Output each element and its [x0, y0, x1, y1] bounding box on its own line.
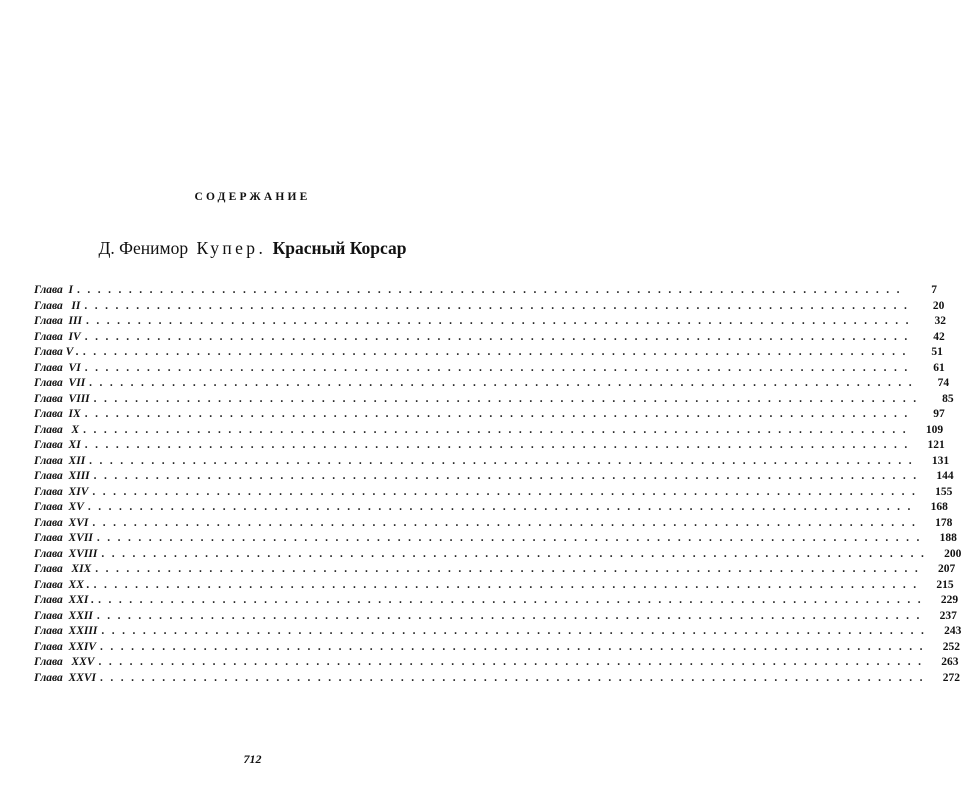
contents-heading: СОДЕРЖАНИЕ: [194, 191, 311, 203]
author-initial: Д. Фенимор: [98, 238, 189, 258]
toc-page-number: 168: [930, 501, 948, 513]
toc-page-number: 215: [936, 578, 954, 591]
toc-chapter-label: Глава I: [34, 284, 74, 296]
toc-chapter-label: Глава V .: [34, 346, 79, 358]
toc-entry[interactable]: [34, 454, 950, 470]
toc-chapter-label: Глава XV: [34, 501, 84, 513]
toc-entry[interactable]: [34, 361, 945, 377]
toc-entry[interactable]: [34, 407, 945, 423]
toc-dot-leader: ................................................................................: [84, 330, 915, 343]
toc-chapter-label: Глава XX .: [34, 578, 90, 591]
toc-dot-leader: ................................................................................: [96, 609, 927, 622]
toc-chapter-label: Глава X: [34, 423, 80, 436]
toc-page-number: 121: [927, 439, 945, 451]
toc-page-number: 252: [942, 640, 961, 653]
toc-entry[interactable]: [34, 593, 959, 609]
toc-entry[interactable]: [34, 283, 938, 299]
toc-page-number: 178: [935, 516, 953, 529]
toc-dot-leader: ................................................................................: [87, 501, 918, 513]
table-of-contents: [34, 283, 961, 686]
toc-dot-leader: ................................................................................: [84, 408, 915, 420]
toc-entry[interactable]: [34, 516, 953, 532]
book-title: Красный Корсар: [272, 238, 407, 258]
toc-chapter-label: Глава XXV: [34, 656, 95, 668]
toc-chapter-label: Глава IX: [34, 408, 81, 420]
toc-chapter-label: Глава XVII: [34, 532, 93, 544]
toc-entry[interactable]: [34, 438, 945, 454]
toc-dot-leader: ................................................................................: [100, 671, 931, 684]
toc-dot-leader: ................................................................................: [96, 532, 927, 544]
toc-dot-leader: ................................................................................: [89, 454, 920, 467]
page-number: 712: [243, 752, 262, 766]
toc-chapter-label: Глава XXI .: [34, 594, 95, 606]
toc-dot-leader: ................................................................................: [84, 361, 915, 374]
toc-chapter-label: Глава XXIII: [34, 625, 98, 637]
toc-page-number: 61: [933, 361, 945, 374]
toc-entry[interactable]: [34, 578, 954, 594]
toc-page-number: 155: [935, 485, 953, 498]
toc-page-number: 131: [931, 454, 950, 467]
toc-dot-leader: ................................................................................: [98, 656, 929, 668]
toc-chapter-label: Глава VIII: [34, 392, 90, 405]
toc-dot-leader: ................................................................................: [101, 547, 932, 560]
toc-entry[interactable]: [34, 345, 943, 361]
toc-chapter-label: Глава IV: [34, 330, 81, 343]
toc-page-number: 85: [942, 392, 954, 405]
toc-page-number: 7: [931, 284, 938, 296]
toc-entry[interactable]: [34, 469, 954, 485]
toc-page-number: 229: [940, 594, 959, 606]
toc-dot-leader: ................................................................................: [84, 439, 915, 451]
toc-chapter-label: Глава XXII: [34, 609, 93, 622]
toc-entry[interactable]: [34, 531, 957, 547]
toc-dot-leader: ................................................................................: [89, 377, 920, 389]
toc-page-number: 243: [944, 625, 961, 637]
toc-chapter-label: Глава XXVI: [34, 671, 97, 684]
toc-dot-leader: ................................................................................: [82, 346, 913, 358]
toc-entry[interactable]: [34, 624, 961, 640]
toc-dot-leader: ................................................................................: [101, 625, 932, 637]
toc-page-number: 74: [937, 377, 950, 389]
toc-entry[interactable]: [34, 376, 950, 392]
toc-chapter-label: Глава XXIV: [34, 640, 97, 653]
toc-chapter-label: Глава VI: [34, 361, 81, 374]
toc-chapter-label: Глава XI: [34, 439, 81, 451]
toc-dot-leader: ................................................................................: [92, 485, 923, 498]
toc-chapter-label: Глава XVI: [34, 516, 89, 529]
toc-page-number: 188: [939, 532, 957, 544]
toc-entry[interactable]: [34, 562, 956, 578]
toc-chapter-label: Глава XIV: [34, 485, 89, 498]
toc-page-number: 200: [944, 547, 961, 560]
toc-page-number: 144: [936, 470, 954, 482]
toc-chapter-label: Глава III: [34, 315, 82, 327]
author-surname: Купер.: [196, 238, 267, 258]
toc-entry[interactable]: [34, 500, 948, 516]
toc-page-number: 97: [933, 408, 945, 420]
toc-entry[interactable]: [34, 547, 961, 563]
toc-dot-leader: ................................................................................: [92, 516, 923, 529]
toc-page-number: 263: [941, 656, 959, 668]
toc-entry[interactable]: [34, 609, 957, 625]
toc-dot-leader: ................................................................................: [98, 594, 929, 606]
toc-page-number: 51: [931, 346, 943, 358]
toc-entry[interactable]: [34, 330, 945, 346]
toc-entry[interactable]: [34, 640, 961, 656]
toc-dot-leader: ................................................................................: [83, 423, 914, 436]
toc-dot-leader: ................................................................................: [85, 315, 916, 327]
toc-page-number: 32: [934, 315, 946, 327]
toc-page-number: 237: [939, 609, 957, 622]
toc-entry[interactable]: [34, 392, 954, 408]
toc-chapter-label: Глава XIII: [34, 470, 90, 482]
toc-entry[interactable]: [34, 423, 944, 439]
toc-entry[interactable]: [34, 655, 959, 671]
book-subtitle: [0, 238, 505, 259]
toc-dot-leader: ................................................................................: [77, 284, 908, 296]
toc-entry[interactable]: [34, 314, 946, 330]
toc-dot-leader: ................................................................................: [93, 392, 924, 405]
toc-dot-leader: ................................................................................: [84, 299, 915, 312]
toc-page-number: 207: [938, 563, 956, 575]
toc-entry[interactable]: [34, 671, 961, 687]
toc-chapter-label: Глава VII: [34, 377, 86, 389]
toc-dot-leader: ................................................................................: [93, 578, 924, 591]
toc-dot-leader: ................................................................................: [95, 563, 926, 575]
toc-page-number: 42: [933, 330, 945, 343]
toc-page-number: 272: [942, 671, 961, 684]
toc-entry[interactable]: [34, 485, 953, 501]
toc-chapter-label: Глава XII: [34, 454, 86, 467]
toc-page-number: 109: [925, 423, 944, 436]
toc-chapter-label: Глава XIX: [34, 563, 92, 575]
toc-dot-leader: ................................................................................: [93, 470, 924, 482]
toc-dot-leader: ................................................................................: [100, 640, 931, 653]
toc-entry[interactable]: [34, 299, 945, 315]
toc-chapter-label: Глава II: [34, 299, 81, 312]
toc-page-number: 20: [932, 299, 945, 312]
toc-chapter-label: Глава XVIII: [34, 547, 98, 560]
